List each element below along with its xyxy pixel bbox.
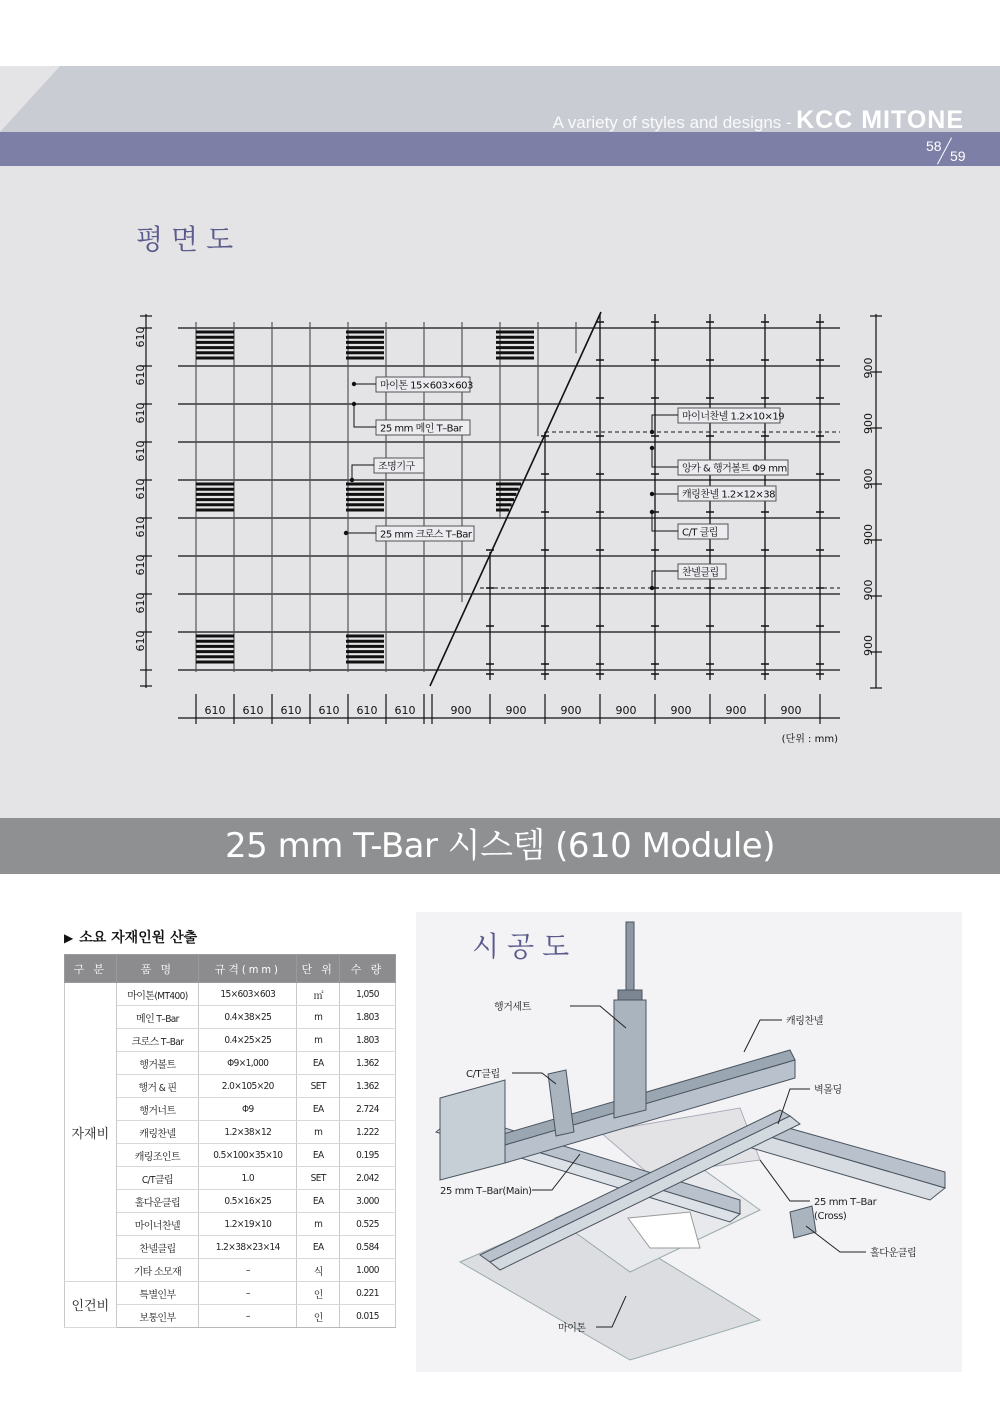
unit-cell: EA xyxy=(297,1052,340,1075)
qty-cell: 1.222 xyxy=(340,1121,396,1144)
minor-channel-label: 마이너찬넬 1.2×10×19 xyxy=(682,411,785,423)
col-header-spec: 규격(mm) xyxy=(199,955,297,983)
qty-cell: 1.803 xyxy=(340,1006,396,1029)
item-name-cell: 행거 & 핀 xyxy=(116,1075,198,1098)
spec-cell: Φ9 xyxy=(199,1098,297,1121)
item-name-cell: 메인 T–Bar xyxy=(116,1006,198,1029)
qty-cell: 0.195 xyxy=(340,1144,396,1167)
qty-cell: 1.362 xyxy=(340,1075,396,1098)
unit-note: (단위 : mm) xyxy=(781,734,838,745)
anchor-bolt-label: 앙카 & 행거볼트 Φ9 mm xyxy=(682,463,787,475)
spec-cell: 0.5×100×35×10 xyxy=(199,1144,297,1167)
anchor-bolt-dot xyxy=(650,446,654,450)
materials-title xyxy=(64,927,197,947)
qty-cell: 1.362 xyxy=(340,1052,396,1075)
item-name-cell: 찬넬클립 xyxy=(116,1236,198,1259)
item-name-cell: 보통인부 xyxy=(116,1305,198,1328)
table-header-row xyxy=(65,955,396,983)
spec-cell: 0.5×16×25 xyxy=(199,1190,297,1213)
qty-cell: 1,050 xyxy=(340,983,396,1006)
carrying-channel-label: 캐링찬넬 xyxy=(786,1016,824,1027)
unit-cell: 인 xyxy=(297,1282,340,1305)
mitone-label: 마이톤 15×603×603 xyxy=(380,380,473,392)
page-number-left: 58 xyxy=(926,138,942,154)
unit-cell: EA xyxy=(297,1144,340,1167)
qty-cell: 2.042 xyxy=(340,1167,396,1190)
qty-cell: 0.584 xyxy=(340,1236,396,1259)
unit-cell: 인 xyxy=(297,1305,340,1328)
left-dimension-label: 610 xyxy=(134,364,147,386)
spec-cell: 1.0 xyxy=(199,1167,297,1190)
construction-title: 시공도 xyxy=(472,930,578,963)
channel-clip-label: 찬넬클립 xyxy=(682,567,719,579)
item-name-cell: 특별인부 xyxy=(116,1282,198,1305)
carrying-channel-dot xyxy=(650,492,654,496)
cross-tbar-2-label: (Cross) xyxy=(814,1211,847,1222)
main-tbar-dot xyxy=(352,402,356,406)
right-dimension-label: 900 xyxy=(862,524,875,545)
bottom-dimension-label: 900 xyxy=(780,704,802,717)
spec-cell: 0.4×25×25 xyxy=(199,1029,297,1052)
cross-tbar-label: 25 mm 크로스 T–Bar xyxy=(380,529,472,541)
spec-cell: – xyxy=(199,1259,297,1282)
item-name-cell: 기타 소모재 xyxy=(116,1259,198,1282)
channel-end xyxy=(440,1080,505,1180)
qty-cell: 1.000 xyxy=(340,1259,396,1282)
bottom-dimension-label: 900 xyxy=(725,704,747,717)
channel-clip-dot xyxy=(650,586,654,590)
unit-cell: 식 xyxy=(297,1259,340,1282)
page-number xyxy=(924,136,974,166)
unit-cell: m xyxy=(297,1121,340,1144)
col-header-qty: 수 량 xyxy=(340,955,396,983)
spec-cell: 1.2×38×23×14 xyxy=(199,1236,297,1259)
left-dimension-label: 610 xyxy=(134,516,147,538)
qty-cell: 0.015 xyxy=(340,1305,396,1328)
bottom-dimension-label: 610 xyxy=(356,704,378,717)
unit-cell: SET xyxy=(297,1075,340,1098)
unit-cell: EA xyxy=(297,1236,340,1259)
triangle-bullet-icon: ▶ xyxy=(64,931,74,945)
header-purple-band xyxy=(0,132,1000,166)
main-tbar-leader xyxy=(354,404,376,427)
left-dimension-label: 610 xyxy=(134,592,147,614)
header-tagline: A variety of styles and designs - xyxy=(552,113,792,132)
floor-plan-diagram xyxy=(0,300,1000,760)
qty-cell: 2.724 xyxy=(340,1098,396,1121)
col-header-category: 구 분 xyxy=(65,955,117,983)
item-name-cell: 크로스 T–Bar xyxy=(116,1029,198,1052)
holddown-clip-label: 홀다운클립 xyxy=(870,1248,917,1259)
spec-cell: 15×603×603 xyxy=(199,983,297,1006)
lighting-dot xyxy=(350,478,354,482)
hanger-nut xyxy=(618,990,642,1000)
materials-table xyxy=(64,954,396,1328)
col-header-unit: 단 위 xyxy=(297,955,340,983)
unit-cell: EA xyxy=(297,1190,340,1213)
item-name-cell: 행거볼트 xyxy=(116,1052,198,1075)
section-title: 25 mm T-Bar 시스템 (610 Module) xyxy=(225,826,775,866)
unit-cell: m xyxy=(297,1006,340,1029)
lighting-leader xyxy=(352,465,374,480)
unit-cell: m xyxy=(297,1213,340,1236)
minor-channel-dot xyxy=(650,430,654,434)
unit-cell: m xyxy=(297,1029,340,1052)
unit-cell: ㎡ xyxy=(297,983,340,1006)
bottom-dimension-label: 610 xyxy=(242,704,264,717)
ct-clip-leader xyxy=(652,512,678,531)
left-dimension-label: 610 xyxy=(134,478,147,500)
construction-diagram xyxy=(416,912,962,1372)
plan-title: 평면도 xyxy=(136,223,242,256)
qty-cell: 0.525 xyxy=(340,1213,396,1236)
item-name-cell: 캐링조인트 xyxy=(116,1144,198,1167)
right-dimension-label: 900 xyxy=(862,357,875,379)
unit-cell: SET xyxy=(297,1167,340,1190)
bottom-dimension-label: 610 xyxy=(318,704,340,717)
table-row xyxy=(65,1282,396,1305)
qty-cell: 0.221 xyxy=(340,1282,396,1305)
item-name-cell: 마이톤(MT400) xyxy=(116,983,198,1006)
col-header-item: 품 명 xyxy=(116,955,198,983)
hanger-bracket xyxy=(614,1000,646,1118)
item-name-cell: 캐링찬넬 xyxy=(116,1121,198,1144)
bottom-dimension-label: 900 xyxy=(670,704,692,717)
mitone-dot xyxy=(352,382,356,386)
main-tbar-label: 25 mm 메인 T–Bar xyxy=(380,423,463,435)
holddown-clip-part xyxy=(790,1206,816,1238)
minor-channel-leader xyxy=(652,415,678,432)
unit-cell: EA xyxy=(297,1098,340,1121)
spec-cell: 0.4×38×25 xyxy=(199,1006,297,1029)
category-cell: 자재비 xyxy=(65,983,117,1282)
bottom-dimension-label: 610 xyxy=(280,704,302,717)
bottom-dimension-label: 900 xyxy=(505,704,527,717)
spec-cell: – xyxy=(199,1305,297,1328)
spec-cell: – xyxy=(199,1282,297,1305)
item-name-cell: 행거너트 xyxy=(116,1098,198,1121)
materials-title-text: 소요 자재인원 산출 xyxy=(79,930,198,946)
left-dimension-label: 610 xyxy=(134,402,147,424)
right-dimension-label: 900 xyxy=(862,635,875,656)
left-dimension-label: 610 xyxy=(134,326,147,348)
spec-cell: 1.2×38×12 xyxy=(199,1121,297,1144)
category-cell: 인건비 xyxy=(65,1282,117,1328)
ct-clip-label: C/T클립 xyxy=(466,1069,500,1080)
bottom-dimension-label: 610 xyxy=(394,704,416,717)
bottom-dimension-label: 900 xyxy=(450,704,472,717)
anchor-bolt-leader xyxy=(652,448,678,467)
cross-tbar-1-label: 25 mm T–Bar xyxy=(814,1197,877,1208)
left-dimension-label: 610 xyxy=(134,554,147,576)
spec-cell: 1.2×19×10 xyxy=(199,1213,297,1236)
ct-clip-dot xyxy=(650,510,654,514)
section-break-line xyxy=(430,312,601,686)
mitone-label: 마이톤 xyxy=(558,1323,586,1334)
left-dimension-label: 610 xyxy=(134,630,147,652)
ct-clip-label: C/T 클립 xyxy=(682,527,718,539)
channel-clip-leader xyxy=(652,571,678,588)
right-dimension-label: 900 xyxy=(862,413,875,434)
hanger-set-label: 행거세트 xyxy=(494,1002,532,1013)
item-name-cell: C/T클립 xyxy=(116,1167,198,1190)
spec-cell: Φ9×1,000 xyxy=(199,1052,297,1075)
header-title xyxy=(553,106,964,135)
cross-tbar-1-leader xyxy=(760,1160,810,1201)
right-dimension-label: 900 xyxy=(862,579,875,601)
table-row xyxy=(65,983,396,1006)
carrying-channel-label: 캐링찬넬 1.2×12×38 xyxy=(682,489,775,501)
item-name-cell: 마이너찬넬 xyxy=(116,1213,198,1236)
qty-cell: 1.803 xyxy=(340,1029,396,1052)
left-dimension-label: 610 xyxy=(134,440,147,462)
top-margin xyxy=(0,0,1000,66)
cross-tbar-dot xyxy=(344,531,348,535)
lighting-label: 조명기구 xyxy=(378,461,415,473)
qty-cell: 3.000 xyxy=(340,1190,396,1213)
page-number-right: 59 xyxy=(950,148,966,164)
carrying-channel-leader xyxy=(744,1020,782,1052)
header-brand: KCC MITONE xyxy=(796,106,964,134)
item-name-cell: 홀다운클립 xyxy=(116,1190,198,1213)
spec-cell: 2.0×105×20 xyxy=(199,1075,297,1098)
wall-molding-label: 벽몰딩 xyxy=(814,1085,842,1096)
bottom-dimension-label: 610 xyxy=(204,704,226,717)
bottom-dimension-label: 900 xyxy=(615,704,637,717)
right-dimension-label: 900 xyxy=(862,468,875,490)
main-tbar-label: 25 mm T–Bar(Main) xyxy=(440,1186,532,1197)
bottom-dimension-label: 900 xyxy=(560,704,582,717)
